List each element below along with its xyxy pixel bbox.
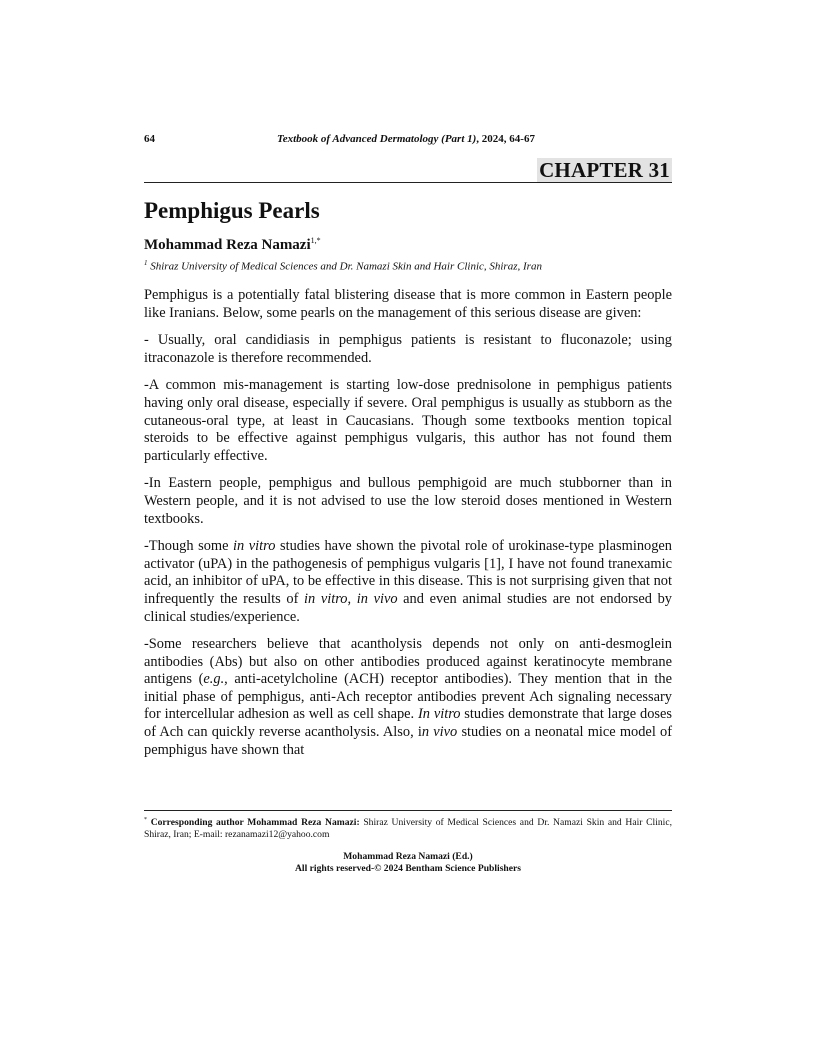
- affiliation-mark: 1: [144, 259, 148, 267]
- footnote: [144, 814, 672, 841]
- publisher-block: [144, 851, 672, 875]
- p6-text-a: -Some researchers believe that acantholysis depends not only on anti-desmoglein antibodies (Abs) but also on other antibodies produced against keratinocyte membrane antigens (: [144, 636, 672, 688]
- author-marks: 1,*: [310, 236, 321, 245]
- p5-italic-d: in vitro: [304, 590, 348, 607]
- affiliation: [144, 259, 542, 273]
- footnote-rule: [144, 810, 672, 811]
- p6-italic-d: In vitro: [418, 706, 461, 723]
- paragraph-2: - Usually, oral candidiasis in pemphigus patients is resistant to fluconazole; using itraconazole is therefore recommended.: [144, 332, 672, 366]
- p5-text-a: -Though some: [144, 538, 234, 555]
- footnote-mark: *: [144, 817, 147, 823]
- p5-italic-f: in vivo: [356, 590, 398, 607]
- article-body: [144, 287, 672, 769]
- p6-text-e: studies demonstrate that large doses of Ach can quickly reverse acantholysis. Also, i: [144, 706, 672, 741]
- p5-text-e: ,: [347, 590, 357, 607]
- editor-line: Mohammad Reza Namazi (Ed.): [343, 851, 473, 862]
- page-number: 64: [144, 133, 155, 145]
- footnote-text: Shiraz University of Medical Sciences and Dr. Namazi Skin and Hair Clinic, Shiraz, Iran; E-mail: rezanamazi12@yahoo.com: [144, 817, 672, 841]
- footnote-lead: Corresponding author Mohammad Reza Namazi:: [150, 817, 360, 829]
- header-rule: [144, 182, 672, 183]
- p5-italic-b: in vitro: [233, 538, 276, 555]
- author-line: [144, 236, 321, 254]
- p6-text-c: , anti-acetylcholine (ACH) receptor antibodies). They mention that in the initial phase of pemphigus, anti-Ach receptor antibodies prevent Ach signaling necessary for intercellular adhesion as well as cell shape.: [144, 671, 672, 723]
- paragraph-6: [144, 636, 672, 759]
- chapter-label: CHAPTER 31: [539, 158, 670, 182]
- p5-text-g: and even animal studies are not endorsed by clinical studies/experience.: [144, 590, 672, 625]
- page-title: Pemphigus Pearls: [144, 198, 320, 223]
- paragraph-3: -A common mis-management is starting low-dose prednisolone in pemphigus patients having only oral disease, especially if severe. Oral pemphigus is usually as stubborn as the cutaneous-oral type, at least in Caucasians. Though some textbooks mention topical steroids to be effective against pemphigus vulgaris, this author has not found them particularly effective.: [144, 377, 672, 464]
- affiliation-text: Shiraz University of Medical Sciences and Dr. Namazi Skin and Hair Clinic, Shiraz, Iran: [150, 260, 542, 273]
- journal-title: Textbook of Advanced Dermatology (Part 1): [277, 133, 477, 145]
- p6-italic-f: n vivo: [421, 724, 458, 741]
- chapter-heading: [537, 158, 672, 182]
- p6-italic-b: e.g.: [203, 671, 225, 688]
- paragraph-4: -In Eastern people, pemphigus and bullous pemphigoid are much stubborner than in Western people, and it is not advised to use the low steroid doses mentioned in Western textbooks.: [144, 475, 672, 527]
- paragraph-1: Pemphigus is a potentially fatal blistering disease that is more common in Eastern people like Iranians. Below, some pearls on the management of this serious disease are given:: [144, 287, 672, 321]
- rights-line: All rights reserved-© 2024 Bentham Science Publishers: [294, 863, 522, 874]
- author-name: Mohammad Reza Namazi: [144, 237, 311, 253]
- journal-suffix: , 2024, 64-67: [476, 133, 535, 145]
- journal-citation: [277, 133, 535, 145]
- p5-text-c: studies have shown the pivotal role of urokinase-type plasminogen activator (uPA) in the pathogenesis of pemphigus vulgaris [1], I have not found tranexamic acid, an inhibitor of uPA, to be effective in this disease. This is not surprising given that not infrequently the results of: [144, 538, 673, 607]
- p6-text-g: studies on a neonatal mice model of pemphigus have shown that: [144, 724, 672, 758]
- paragraph-5: [144, 538, 672, 626]
